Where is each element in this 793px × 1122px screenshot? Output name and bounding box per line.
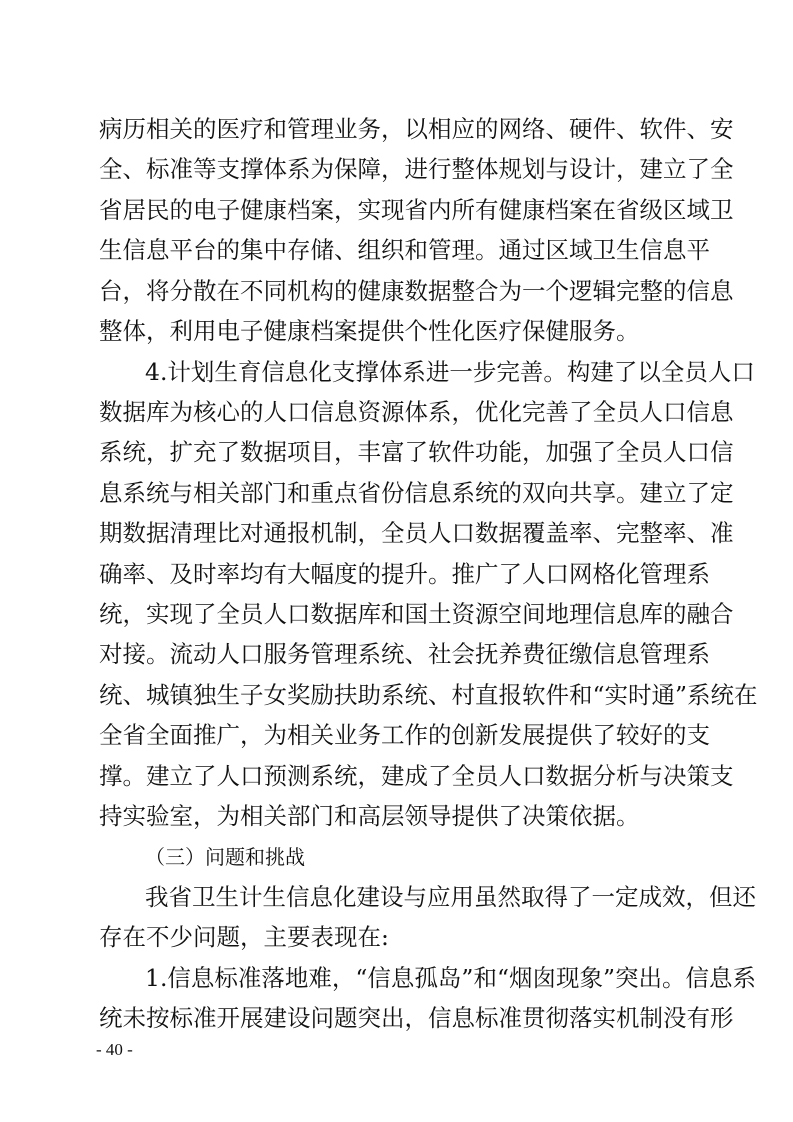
text-line-23: 统未按标准开展建设问题突出，信息标准贯彻落实机制没有形 (99, 1004, 734, 1032)
text-line-15: 统、城镇独生子女奖励扶助系统、村直报软件和“实时通”系统在 (99, 681, 758, 709)
text-line-16: 全省全面推广，为相关业务工作的创新发展提供了较好的支 (99, 721, 710, 749)
text-line-17: 撑。建立了人口预测系统，建成了全员人口数据分析与决策支 (99, 762, 734, 790)
text-line-5: 台，将分散在不同机构的健康数据整合为一个逻辑完整的信息 (99, 277, 734, 305)
text-line-20: 我省卫生计生信息化建设与应用虽然取得了一定成效，但还 (145, 883, 756, 911)
text-line-10: 息系统与相关部门和重点省份信息系统的双向共享。建立了定 (99, 479, 734, 507)
text-line-2: 全、标准等支撑体系为保障，进行整体规划与设计，建立了全 (99, 155, 734, 183)
text-line-11: 期数据清理比对通报机制，全员人口数据覆盖率、完整率、准 (99, 519, 734, 547)
section-heading: （三）问题和挑战 (145, 845, 305, 869)
page-number: - 40 - (96, 1040, 133, 1059)
text-line-7: 4.计划生育信息化支撑体系进一步完善。构建了以全员人口 (145, 358, 755, 386)
text-line-3: 省居民的电子健康档案，实现省内所有健康档案在省级区域卫 (99, 196, 734, 224)
text-line-14: 对接。流动人口服务管理系统、社会抚养费征缴信息管理系 (99, 640, 710, 668)
text-line-6: 整体，利用电子健康档案提供个性化医疗保健服务。 (99, 317, 640, 345)
text-line-21: 存在不少问题，主要表现在: (99, 923, 389, 951)
text-line-13: 统，实现了全员人口数据库和国土资源空间地理信息库的融合 (99, 600, 734, 628)
text-line-22: 1.信息标准落地难，“信息孤岛”和“烟囱现象”突出。信息系 (145, 964, 756, 992)
text-line-8: 数据库为核心的人口信息资源体系，优化完善了全员人口信息 (99, 398, 734, 426)
text-line-18: 持实验室，为相关部门和高层领导提供了决策依据。 (99, 802, 640, 830)
text-line-12: 确率、及时率均有大幅度的提升。推广了人口网格化管理系 (99, 560, 710, 588)
text-line-4: 生信息平台的集中存储、组织和管理。通过区域卫生信息平 (99, 236, 710, 264)
text-line-9: 系统，扩充了数据项目，丰富了软件功能，加强了全员人口信 (99, 438, 734, 466)
text-line-1: 病历相关的医疗和管理业务，以相应的网络、硬件、软件、安 (99, 115, 734, 143)
